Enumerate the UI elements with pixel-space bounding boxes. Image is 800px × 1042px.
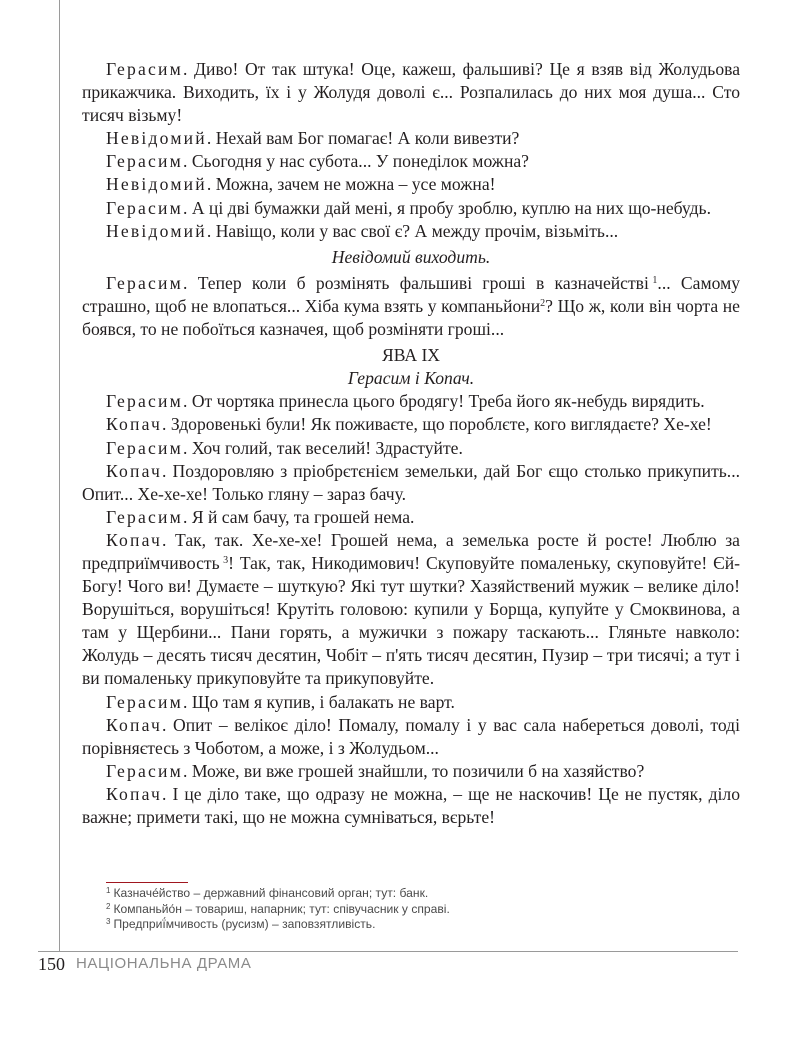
page-number: 150 — [38, 954, 65, 974]
dialogue-line — [82, 127, 740, 150]
line-text: . Сьогодня у нас субота... У понеділок можна? — [183, 151, 529, 172]
line-text: ! Так, так, Никодимович! Скуповуйте помаленьку, скуповуйте! Єй-Богу! Чого ви! Думаєте – шуткую? Які тут шутки? Хазяйствений мужик – велике діло! Ворушіться, ворушіться! Крутіть головою: купили у Борща, купуйте у Смоквинова, а там у Щербини... Пани горять, а мужички з пожару таскають... Гляньте навколо: Жолудь – десять тисяч десятин, Чобіт – п'ять тисяч десятин, Пузир – три тисячі; а тут і ви помаленьку прикуповуйте та прикуповуйте. — [82, 552, 740, 689]
dialogue-line — [82, 390, 740, 413]
line-text: ? Що ж, коли він чорта не боявся, то не побоїться казначея, щоб розміняти гроші... — [82, 295, 740, 340]
speaker-name: Герасим — [106, 506, 184, 527]
footnote-number: 3 — [106, 917, 111, 926]
speaker-name: Копач — [106, 714, 163, 735]
speaker-name: Невідомий — [106, 220, 207, 241]
line-text: . Я й сам бачу, та грошей нема. — [183, 506, 415, 527]
dialogue-line — [82, 691, 740, 714]
speaker-name: Копач — [106, 414, 163, 435]
footer-rule — [38, 951, 738, 952]
line-text: . Навіщо, коли у вас свої є? А между прочім, візьміть... — [206, 220, 619, 241]
line-text: ... Самому страшно, щоб не влопаться... Хіба кума взять у компаньйони — [82, 272, 740, 316]
speaker-name: Невідомий — [106, 128, 207, 149]
footnote-text: Казначе́йство – державний фінансовий орган; тут: банк. — [113, 886, 429, 900]
running-title: НАЦІОНАЛЬНА ДРАМА — [76, 955, 252, 972]
dialogue-line — [82, 197, 740, 220]
line-text: . Може, ви вже грошей знайшли, то позичили б на хазяйство? — [183, 760, 645, 781]
speaker-name: Герасим — [106, 691, 184, 712]
line-text: . Нехай вам Бог помагає! А коли вивезти? — [206, 128, 520, 149]
footnotes — [106, 886, 706, 933]
dialogue-line — [82, 220, 740, 243]
line-text: . Так, так. Хе-хе-хе! Грошей нема, а земелька росте й росте! Люблю за предприїмчивость — [82, 529, 740, 573]
dialogue-line — [82, 58, 740, 127]
footnote-separator — [106, 882, 188, 883]
line-text: . Диво! От так штука! Оце, кажеш, фальшиві? Це я взяв від Жолудьова прикажчика. Виходить, їх і у Жолудя доволі є... Розпалилась до них моя душа... Сто тисяч візьму! — [82, 59, 740, 126]
footnote — [106, 917, 706, 933]
footnote — [106, 902, 706, 918]
scene-title: ЯВА IX — [381, 345, 441, 366]
line-text: . А ці дві бумажки дай мені, я пробу зроблю, куплю на них що-небудь. — [183, 197, 711, 218]
play-text — [82, 58, 740, 829]
dialogue-line — [82, 460, 740, 506]
line-text: . Можна, зачем не можна – усе можна! — [206, 174, 496, 195]
line-text: . Тепер коли б розмінять фальшиві гроші в казначействі — [183, 272, 649, 293]
dialogue-line — [82, 173, 740, 196]
speaker-name: Герасим — [106, 272, 184, 293]
speaker-name: Герасим — [106, 437, 184, 458]
dialogue-line — [82, 783, 740, 829]
speaker-name: Герасим — [106, 59, 184, 79]
speaker-name: Копач — [106, 460, 163, 481]
footnote-number: 1 — [106, 886, 111, 895]
footnote-ref: 2 — [540, 297, 546, 309]
dialogue-line — [82, 272, 740, 341]
speaker-name: Копач — [106, 529, 163, 550]
dialogue-line — [82, 529, 740, 691]
margin-rule — [59, 0, 60, 952]
footnote-text: Предприї́мчивость (русизм) – заповзятливість. — [113, 917, 376, 931]
dialogue-line — [82, 714, 740, 760]
line-text: . Поздоровляю з пріобрєтєнієм земельки, дай Бог єщо столько прикупить... Опит... Хе-хе-хе! Только гляну – зараз бачу. — [82, 460, 740, 504]
dialogue-line — [82, 413, 740, 436]
speaker-name: Герасим — [106, 760, 184, 781]
speaker-name: Невідомий — [106, 174, 207, 195]
speaker-name: Герасим — [106, 391, 184, 412]
speaker-name: Копач — [106, 783, 163, 804]
line-text: . Хоч голий, так веселий! Здрастуйте. — [183, 437, 463, 458]
line-text: . Опит – велікоє діло! Помалу, помалу і у вас сала набереться доволі, тоді порівняєтесь з Чоботом, а може, і з Жолудьом... — [82, 714, 740, 758]
speaker-name: Герасим — [106, 197, 184, 218]
stage-direction: Невідомий виходить. — [331, 246, 491, 267]
footnote — [106, 886, 706, 902]
dialogue-line — [82, 506, 740, 529]
dialogue-line — [82, 437, 740, 460]
line-text: . І це діло таке, що одразу не можна, – ще не наскочив! Це не пустяк, діло важне; примети такі, що не можна сумніваться, вєрьте! — [82, 783, 740, 827]
line-text: . Здоровенькі були! Як поживаєте, що пороблєте, кого виглядаєте? Хе-хе! — [162, 414, 712, 435]
footnote-ref: 3 — [223, 554, 229, 566]
scene-characters: Герасим і Копач. — [347, 368, 475, 389]
dialogue-line — [82, 150, 740, 173]
line-text: . От чортяка принесла цього бродягу! Треба його як-небудь вирядить. — [183, 391, 705, 412]
footnote-text: Компаньйо́н – товариш, напарник; тут: співучасник у справі. — [113, 901, 450, 916]
dialogue-line — [82, 760, 740, 783]
line-text: . Що там я купив, і балакать не варт. — [183, 691, 455, 712]
footnote-ref: 1 — [652, 274, 658, 286]
speaker-name: Герасим — [106, 151, 184, 172]
footnote-number: 2 — [106, 901, 111, 911]
